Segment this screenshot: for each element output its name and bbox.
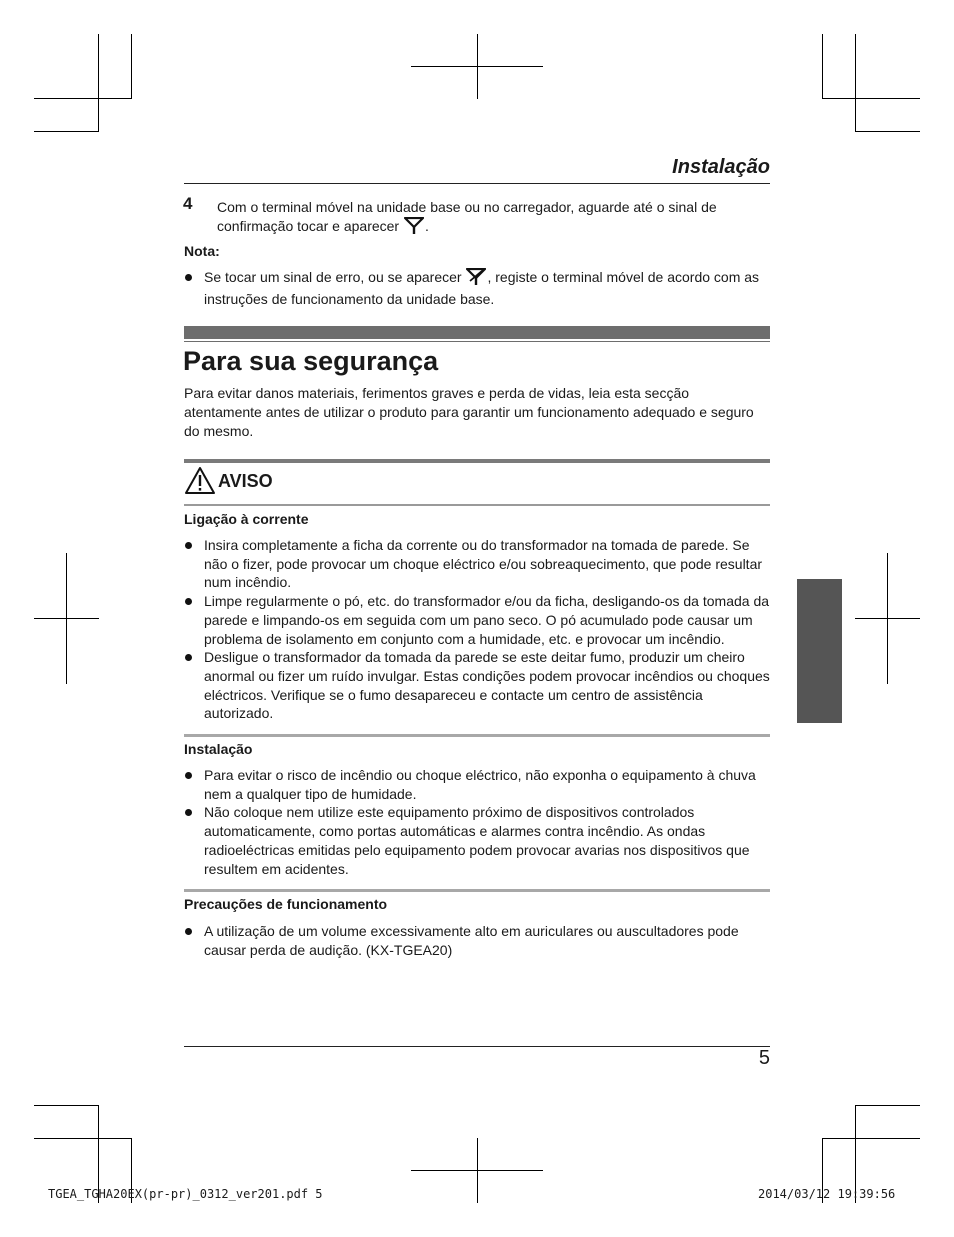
page-number: 5 (758, 1047, 770, 1069)
list-item (184, 268, 770, 308)
section-title: Instalação (672, 156, 770, 178)
warning-label: AVISO (218, 471, 273, 491)
timestamp: 2014/03/12 19:39:56 (758, 1187, 896, 1201)
subsection-title-installation: Instalação (184, 741, 253, 757)
subsection-title-power: Ligação à corrente (184, 511, 309, 527)
list-item-text: Para evitar o risco de incêndio ou choque eléctrico, não exponha o equipamento à chuva nem a qualquer tipo de humidade. (204, 767, 756, 802)
step-text-after: . (424, 218, 429, 234)
list-item (184, 766, 770, 803)
footer-rule (184, 1046, 770, 1047)
bullet-icon (185, 598, 192, 605)
installation-list (184, 766, 770, 878)
list-item (184, 648, 770, 723)
step-text-before: Com o terminal móvel na unidade base ou no carregador, aguarde até o sinal de confirmação tocar e aparecer (217, 199, 717, 234)
bullet-icon (185, 809, 192, 816)
section-separator (184, 889, 770, 892)
list-item-text: Não coloque nem utilize este equipamento próximo de dispositivos controlados automaticamente, como portas automáticas e alarmes contra incêndio. As ondas radioeléctricas emitidas pelo equipamento podem provocar avarias nos dispositivos que resultem em acidentes. (204, 804, 750, 877)
list-item (184, 803, 770, 878)
bullet-icon (185, 928, 192, 935)
list-item-text: A utilização de um volume excessivamente alto em auriculares ou auscultadores pode causar perda de audição. (KX-TGEA20) (204, 923, 739, 958)
note-list (184, 268, 770, 308)
note-text-after: , registe o terminal móvel de acordo com as instruções de funcionamento da unidade base. (204, 269, 760, 307)
file-info: TGEA_TGHA20EX(pr-pr)_0312_ver201.pdf 5 (48, 1187, 323, 1201)
subsection-title-operation: Precauções de funcionamento (184, 896, 388, 912)
list-item (184, 592, 770, 648)
header-rule (184, 183, 770, 184)
list-item-text: Insira completamente a ficha da corrente ou do transformador na tomada de parede. Se não o fizer, pode provocar um choque eléctrico e/ou sobreaquecimento, que pode resultar num incêndio. (204, 537, 763, 591)
heading-line (184, 341, 770, 342)
heading-bar (184, 326, 770, 339)
operation-list (184, 922, 770, 959)
step-number: 4 (183, 194, 193, 213)
warning-bottom-rule (184, 504, 770, 506)
list-item (184, 922, 770, 959)
note-text-before: Se tocar um sinal de erro, ou se aparecer (204, 269, 466, 285)
power-list (184, 536, 770, 723)
list-item (184, 536, 770, 592)
section-separator (184, 734, 770, 737)
list-item-text: Limpe regularmente o pó, etc. do transformador e/ou da ficha, desligando-os da tomada da parede e limpando-os em seguida com um pano seco. O pó acumulado pode causar um problema de isolamento em conjunto com a humidade, etc. e provocar um incêndio. (204, 593, 770, 647)
step-text (217, 198, 770, 239)
chapter-tab (797, 579, 842, 723)
warning-top-rule (184, 459, 770, 463)
safety-intro: Para evitar danos materiais, ferimentos graves e perda de vidas, leia esta secção atentamente antes de utilizar o produto para garantir um funcionamento adequado e seguro do mesmo. (184, 385, 754, 439)
antenna-signal-icon (404, 217, 424, 239)
warning-triangle-icon (184, 466, 216, 495)
antenna-no-signal-icon (466, 268, 486, 290)
list-item-text: Desligue o transformador da tomada da parede se este deitar fumo, produzir um cheiro anormal ou fizer um ruído invulgar. Estas condições podem provocar incêndios ou choques eléctricos. Verifique se o fumo desapareceu e contacte um centro de assistência autorizado. (204, 649, 770, 722)
page-title: Para sua segurança (183, 346, 439, 376)
bullet-icon (185, 542, 192, 549)
bullet-icon (185, 654, 192, 661)
bullet-icon (185, 772, 192, 779)
note-label: Nota: (184, 243, 220, 259)
bullet-icon (185, 274, 192, 281)
